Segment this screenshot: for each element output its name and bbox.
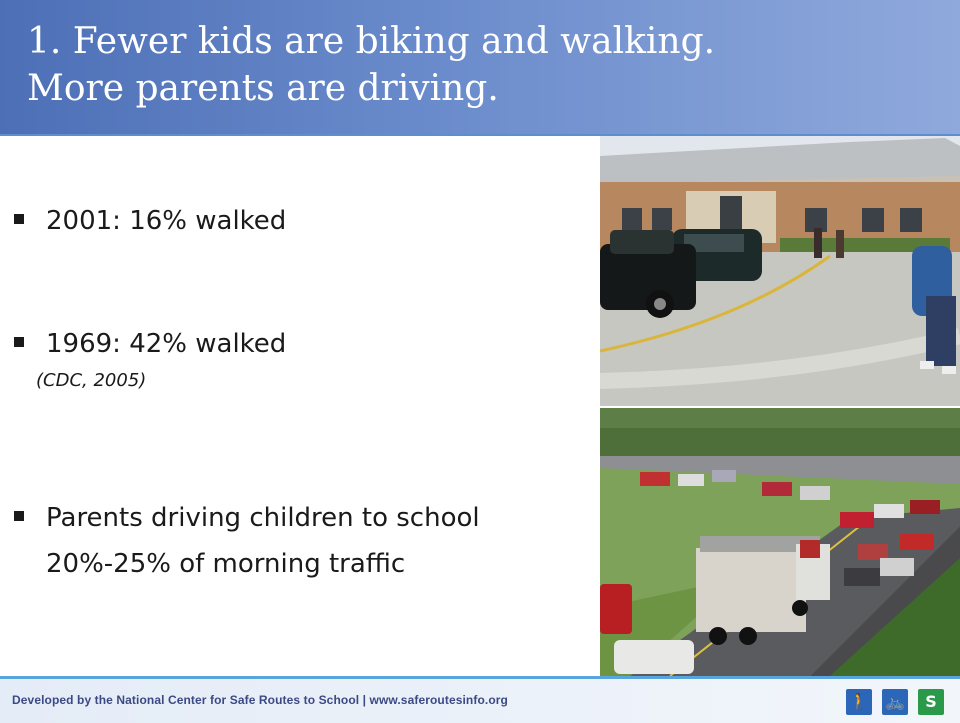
bullet-text: 2001: 16% walked — [46, 206, 287, 236]
slide-footer — [0, 676, 960, 723]
slide-content — [0, 136, 600, 676]
walking-person-icon: 🚶 — [846, 689, 872, 715]
bullet-parents-driving — [14, 495, 480, 587]
bullet-2001 — [14, 198, 286, 244]
title-line-1: 1. Fewer kids are biking and walking. — [27, 21, 716, 62]
photo-column — [600, 136, 960, 676]
bullet-1969 — [14, 321, 286, 367]
bullet-text-line-2: 20%-25% of morning traffic — [46, 549, 406, 579]
bicycle-icon: 🚲 — [882, 689, 908, 715]
slide-title — [27, 18, 927, 112]
bullet-text: 1969: 42% walked — [46, 329, 287, 359]
title-line-2: More parents are driving. — [27, 68, 499, 109]
footer-credit: Developed by the National Center for Safe Routes to School | www.saferoutesinfo.org — [12, 693, 508, 707]
school-entrance-photo — [600, 136, 960, 406]
morning-traffic-photo — [600, 408, 960, 676]
bullet-marker — [14, 337, 24, 347]
bullet-text: Parents driving children to school — [46, 503, 480, 533]
citation: (CDC, 2005) — [36, 370, 147, 391]
slide-header — [0, 0, 960, 136]
bullet-marker — [14, 214, 24, 224]
srts-s-logo-icon: S — [918, 689, 944, 715]
bullet-marker — [14, 511, 24, 521]
